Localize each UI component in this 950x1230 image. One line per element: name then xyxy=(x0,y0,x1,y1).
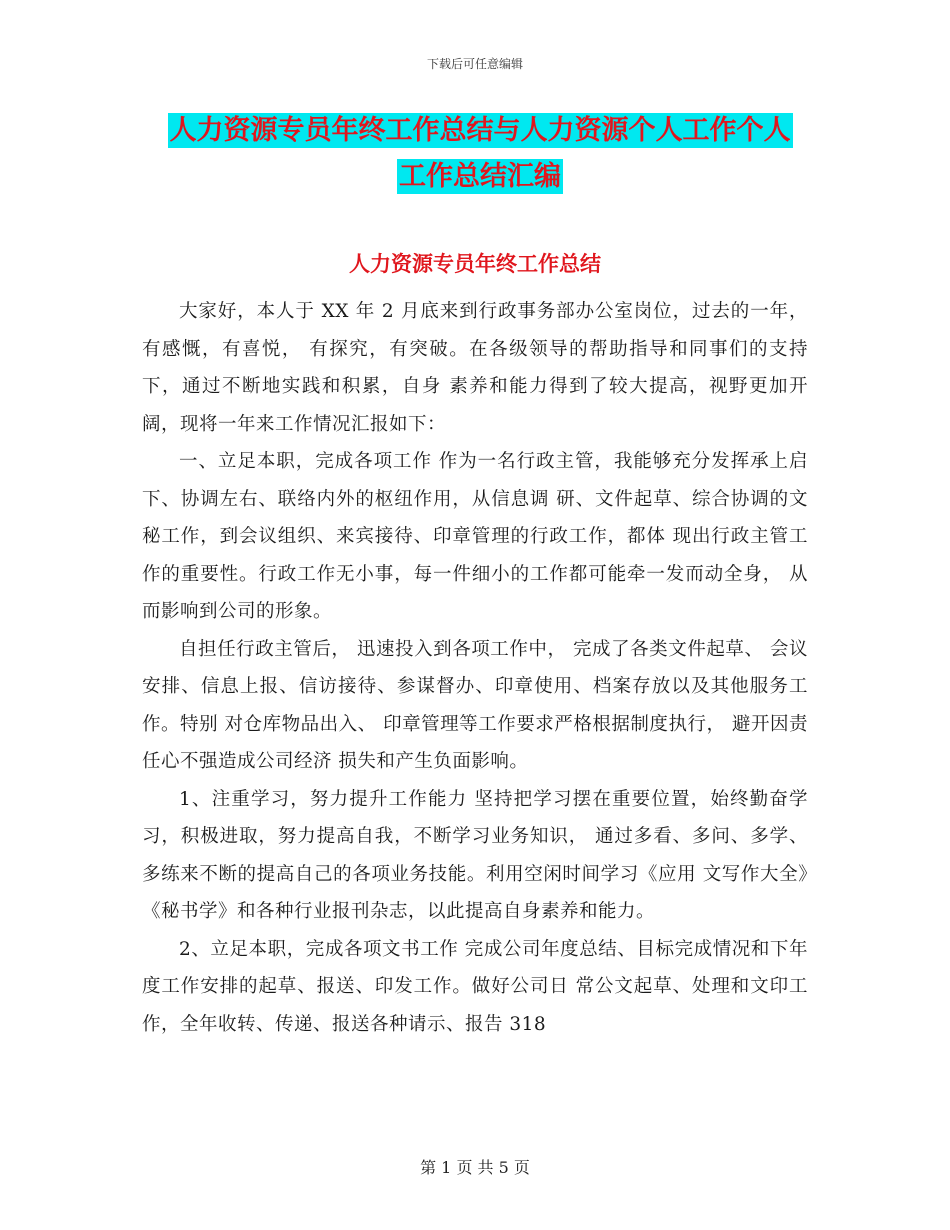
title-line-1: 人力资源专员年终工作总结与人力资源个人工作个人 xyxy=(169,115,791,146)
header-note: 下载后可任意编辑 xyxy=(426,57,523,71)
paragraph: 一、立足本职，完成各项工作 作为一名行政主管，我能够充分发挥承上启下、协调左右、联络内外的枢纽作用，从信息调 研、文件起草、综合协调的文秘工作，到会议组织、来宾接待、印章管理的行政工作，都体 现出行政主管工作的重要性。行政工作无小事，每一件细小的工作都可能牵一发而动全身， 从而影响到公司的形象。 xyxy=(142,451,808,622)
paragraph: 1、注重学习，努力提升工作能力 坚持把学习摆在重要位置，始终勤奋学习，积极进取，努力提高自我，不断学习业务知识， 通过多看、多问、多学、多练来不断的提高自己的各项业务技能。利用空闲时间学习《应用 文写作大全》《秘书学》和各种行业报刊杂志，以此提高自身素养和能力。 xyxy=(142,788,808,922)
paragraph: 2、立足本职，完成各项文书工作 完成公司年度总结、目标完成情况和下年度工作安排的起草、报送、印发工作。做好公司日 常公文起草、处理和文印工作，全年收转、传递、报送各种请示、报告 318 xyxy=(142,938,808,1035)
paragraph: 大家好，本人于 XX 年 2 月底来到行政事务部办公室岗位，过去的一年，有感慨，有喜悦， 有探究，有突破。在各级领导的帮助指导和同事们的支持下，通过不断地实践和积累，自身 素养和能力得到了较大提高，视野更加开阔，现将一年来工作情况汇报如下： xyxy=(142,301,808,435)
page-footer: 第 1 页 共 5 页 xyxy=(420,1158,530,1177)
section-title: 人力资源专员年终工作总结 xyxy=(349,252,601,276)
document-title xyxy=(140,108,820,200)
paragraph: 自担任行政主管后， 迅速投入到各项工作中， 完成了各类文件起草、 会议安排、信息上报、信访接待、参谋督办、印章使用、档案存放以及其他服务工作。特别 对仓库物品出入、 印章管理等工作要求严格根据制度执行， 避开因责任心不强造成公司经济 损失和产生负面影响。 xyxy=(142,638,808,772)
body-text xyxy=(142,293,808,1043)
title-line-2: 工作总结汇编 xyxy=(399,161,561,192)
